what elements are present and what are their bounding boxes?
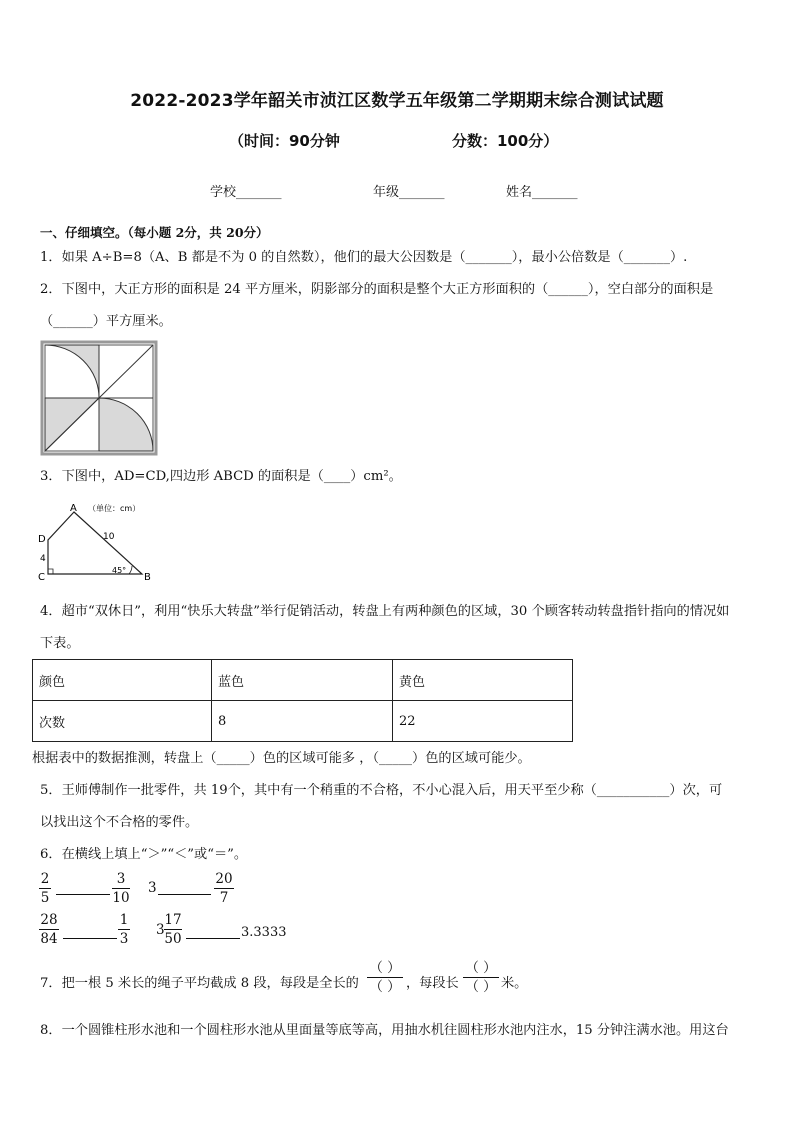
fraction-17-50: 17 50	[164, 912, 182, 947]
side-ab-length: 10	[103, 532, 115, 542]
table-row	[33, 701, 573, 742]
fraction-blank-1[interactable]: （ ） （ ）	[367, 960, 403, 995]
fraction-3-10: 3 10	[112, 871, 130, 906]
table-row	[33, 660, 573, 701]
question-3: 3．下图中，AD=CD,四边形 ABCD 的面积是（____）cm²。	[40, 469, 402, 484]
question-5-line1: 5．王师傅制作一批零件，共 19个，其中有一个稍重的不合格，不小心混入后，用天平至少称（___________）次，可	[40, 783, 723, 798]
label-d: D	[38, 534, 46, 545]
fraction-28-84: 28 84	[40, 912, 58, 947]
question-6: 6．在横线上填上“＞”“＜”或“＝”。	[40, 847, 248, 862]
grade-field: 年级_______	[373, 185, 445, 200]
table-cell: 蓝色	[212, 660, 393, 701]
question-2-line1: 2．下图中，大正方形的面积是 24 平方厘米，阴影部分的面积是整个大正方形面积的（______），空白部分的面积是	[40, 282, 714, 297]
fraction-2-5: 2 5	[40, 871, 50, 906]
table-cell: 22	[393, 701, 573, 742]
angle-label: 45°	[112, 566, 127, 575]
exam-time: （时间：90分钟	[229, 132, 340, 150]
question-7-middle: ，每段长	[406, 976, 459, 991]
name-field: 姓名_______	[506, 185, 578, 200]
school-field: 学校_______	[210, 185, 282, 200]
square-figure	[40, 340, 158, 456]
question-1: 1．如果 A÷B=8（A、B 都是不为 0 的自然数），他们的最大公因数是（_______），最小公倍数是（_______）.	[40, 250, 688, 265]
side-dc-length: 4	[40, 554, 46, 564]
question-7-prefix: 7．把一根 5 米长的绳子平均截成 8 段，每段是全长的	[40, 976, 359, 991]
whole-3: 3	[148, 880, 157, 896]
question-4-line1: 4．超市“双休日”，利用“快乐大转盘”举行促销活动，转盘上有两种颜色的区域，30 个顾客转动转盘指针指向的情况如	[40, 604, 730, 619]
page-title: 2022-2023学年韶关市浈江区数学五年级第二学期期末综合测试试题	[130, 91, 664, 111]
spin-result-table	[32, 659, 573, 742]
exam-score: 分数：100分）	[452, 132, 559, 150]
question-5-line2: 以找出这个不合格的零件。	[40, 815, 199, 830]
answer-line[interactable]	[158, 894, 211, 895]
fraction-blank-2[interactable]: （ ） （ ）	[463, 960, 499, 995]
fraction-1-3: 1 3	[119, 912, 129, 947]
question-4-line2: 下表。	[40, 636, 80, 651]
label-b: B	[144, 572, 151, 583]
question-4-inference: 根据表中的数据推测，转盘上（_____）色的区域可能多 ，（_____）色的区域可能少。	[32, 751, 531, 766]
table-cell: 黄色	[393, 660, 573, 701]
question-7-suffix: 米。	[501, 976, 528, 991]
answer-line[interactable]	[56, 894, 110, 895]
quadrilateral-figure	[36, 500, 166, 586]
answer-line[interactable]	[63, 938, 117, 939]
label-c: C	[38, 572, 45, 583]
decimal-value: 3.3333	[241, 925, 287, 940]
fraction-20-7: 20 7	[215, 871, 233, 906]
label-a: A	[70, 503, 77, 514]
question-8-line1: 8．一个圆锥柱形水池和一个圆柱形水池从里面量等底等高，用抽水机往圆柱形水池内注水，15 分钟注满水池。用这台	[40, 1023, 729, 1038]
table-cell: 次数	[33, 701, 212, 742]
section-heading: 一、仔细填空。（每小题 2分，共 20分）	[40, 225, 269, 240]
unit-label: （单位：cm）	[88, 504, 141, 513]
table-cell: 颜色	[33, 660, 212, 701]
answer-line[interactable]	[186, 938, 240, 939]
table-cell: 8	[212, 701, 393, 742]
mixed-whole-3: 3	[156, 922, 165, 938]
question-2-line2: （______）平方厘米。	[40, 314, 172, 329]
